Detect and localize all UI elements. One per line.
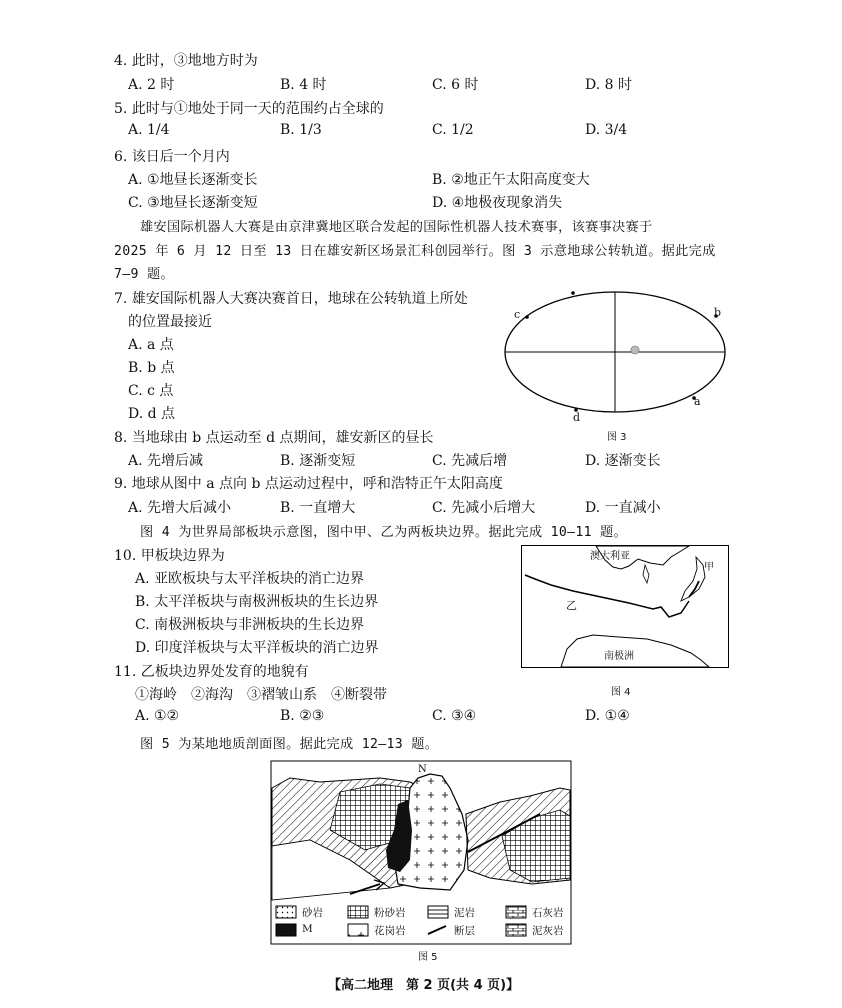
q9-option-c: C. 先减小后增大 bbox=[432, 500, 536, 516]
q6-option-b: B. ②地正午太阳高度变大 bbox=[432, 172, 590, 188]
orbit-point-c bbox=[525, 315, 529, 319]
q8-option-a: A. 先增后减 bbox=[128, 453, 204, 469]
orbit-point-top bbox=[571, 291, 575, 295]
q9-option-a: A. 先增大后减小 bbox=[128, 500, 232, 516]
q4-option-b: B. 4 时 bbox=[280, 77, 327, 93]
legend-m: M bbox=[302, 923, 313, 935]
legend-sandstone-swatch bbox=[276, 906, 296, 918]
sun-icon bbox=[631, 346, 639, 354]
q11-option-d: D. ①④ bbox=[585, 708, 630, 724]
intro-7-9-line2: 2025 年 6 月 12 日至 13 日在雄安新区场景汇科创园举行。图 3 示意地球公转轨道。据此完成 bbox=[114, 244, 716, 259]
q10-option-d: D. 印度洋板块与太平洋板块的消亡边界 bbox=[135, 640, 379, 656]
legend-siltstone-swatch bbox=[348, 906, 368, 918]
legend-granite: 花岗岩 bbox=[374, 925, 406, 937]
q10-option-a: A. 亚欧板块与太平洋板块的消亡边界 bbox=[135, 571, 365, 587]
q7-option-b: B. b 点 bbox=[128, 360, 175, 376]
map-label-antarctica: 南极洲 bbox=[604, 651, 634, 662]
q9-option-b: B. 一直增大 bbox=[280, 500, 356, 516]
figure-3-caption: 图 3 bbox=[607, 432, 627, 443]
q10-option-c: C. 南极洲板块与非洲板块的生长边界 bbox=[135, 617, 365, 633]
q7-stem-line2: 的位置最接近 bbox=[128, 314, 212, 330]
legend-granite-swatch bbox=[348, 924, 368, 936]
map-label-yi: 乙 bbox=[566, 599, 577, 612]
q4-option-c: C. 6 时 bbox=[432, 77, 479, 93]
q11-items: ①海岭 ②海沟 ③褶皱山系 ④断裂带 bbox=[135, 687, 387, 703]
profile-label-n: N bbox=[418, 764, 427, 775]
q5-option-a: A. 1/4 bbox=[128, 122, 170, 138]
legend-mudstone-swatch bbox=[428, 906, 448, 918]
q5-stem: 5. 此时与①地处于同一天的范围约占全球的 bbox=[114, 101, 384, 117]
q7-option-a: A. a 点 bbox=[128, 337, 174, 353]
intro-12-13: 图 5 为某地地质剖面图。据此完成 12—13 题。 bbox=[140, 737, 439, 752]
q7-option-d: D. d 点 bbox=[128, 406, 176, 422]
q6-option-a: A. ①地昼长逐渐变长 bbox=[128, 172, 258, 188]
legend-fault: 断层 bbox=[454, 925, 475, 937]
map-label-jia: 甲 bbox=[704, 562, 714, 573]
q6-option-d: D. ④地极夜现象消失 bbox=[432, 195, 563, 211]
q6-stem: 6. 该日后一个月内 bbox=[114, 149, 230, 165]
q5-option-d: D. 3/4 bbox=[585, 122, 628, 138]
q10-stem: 10. 甲板块边界为 bbox=[114, 548, 225, 564]
q6-option-c: C. ③地昼长逐渐变短 bbox=[128, 195, 258, 211]
q5-option-c: C. 1/2 bbox=[432, 122, 474, 138]
orbit-label-c: c bbox=[514, 308, 521, 321]
legend-marl-swatch bbox=[506, 924, 526, 936]
q4-option-d: D. 8 时 bbox=[585, 77, 632, 93]
q8-option-c: C. 先减后增 bbox=[432, 453, 508, 469]
legend-m-swatch bbox=[276, 924, 296, 936]
q10-option-b: B. 太平洋板块与南极洲板块的生长边界 bbox=[135, 594, 379, 610]
map-label-australia: 澳大利亚 bbox=[590, 551, 630, 562]
figure-4-caption: 图 4 bbox=[611, 687, 631, 698]
intro-7-9-line3: 7—9 题。 bbox=[114, 267, 174, 282]
orbit-label-a: a bbox=[694, 395, 701, 408]
figure-5-caption: 图 5 bbox=[418, 952, 438, 963]
q11-option-c: C. ③④ bbox=[432, 708, 477, 724]
orbit-figure bbox=[500, 285, 740, 430]
q4-stem: 4. 此时，③地地方时为 bbox=[114, 53, 258, 69]
q5-option-b: B. 1/3 bbox=[280, 122, 322, 138]
legend-sandstone: 砂岩 bbox=[302, 907, 323, 919]
legend-siltstone: 粉砂岩 bbox=[374, 907, 406, 919]
orbit-label-d: d bbox=[573, 411, 581, 424]
q8-option-b: B. 逐渐变短 bbox=[280, 453, 356, 469]
legend-limestone-swatch bbox=[506, 906, 526, 918]
legend-mudstone: 泥岩 bbox=[454, 907, 475, 919]
intro-7-9-line1: 雄安国际机器人大赛是由京津冀地区联合发起的国际性机器人技术赛事，该赛事决赛于 bbox=[140, 220, 653, 235]
q11-option-a: A. ①② bbox=[135, 708, 180, 724]
legend-limestone: 石灰岩 bbox=[532, 907, 564, 919]
page-footer: 【高二地理 第 2 页(共 4 页)】 bbox=[328, 978, 520, 993]
q4-option-a: A. 2 时 bbox=[128, 77, 175, 93]
orbit-label-b: b bbox=[714, 306, 722, 319]
q8-option-d: D. 逐渐变长 bbox=[585, 453, 661, 469]
q9-stem: 9. 地球从图中 a 点向 b 点运动过程中，呼和浩特正午太阳高度 bbox=[114, 476, 503, 492]
q7-stem-line1: 7. 雄安国际机器人大赛决赛首日，地球在公转轨道上所处 bbox=[114, 291, 468, 307]
legend-marl: 泥灰岩 bbox=[532, 925, 564, 937]
intro-10-11: 图 4 为世界局部板块示意图，图中甲、乙为两板块边界。据此完成 10—11 题。 bbox=[140, 525, 628, 540]
q7-option-c: C. c 点 bbox=[128, 383, 174, 399]
q11-stem: 11. 乙板块边界处发育的地貌有 bbox=[114, 664, 309, 680]
q8-stem: 8. 当地球由 b 点运动至 d 点期间，雄安新区的昼长 bbox=[114, 430, 434, 446]
q11-option-b: B. ②③ bbox=[280, 708, 325, 724]
q9-option-d: D. 一直减小 bbox=[585, 500, 661, 516]
